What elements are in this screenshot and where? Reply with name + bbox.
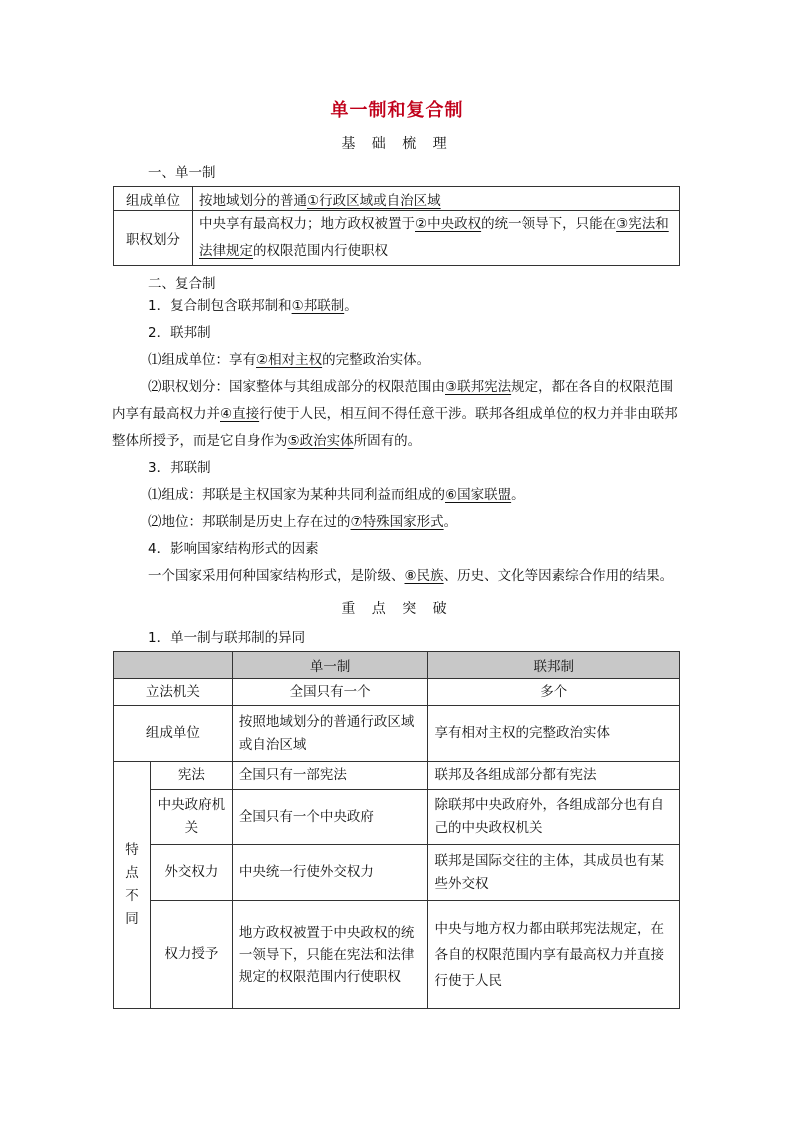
- header-empty-cell: [114, 652, 233, 679]
- unitary-row-value-units: [193, 187, 680, 211]
- answer-blank: ②中央政权: [415, 216, 482, 232]
- compound-content: [112, 293, 680, 590]
- text-span: 的权限范围内行使职权: [253, 243, 388, 259]
- unitary-row-value-powers: [193, 211, 680, 266]
- document-title: 单一制和复合制: [330, 100, 464, 121]
- paragraph: 2．联邦制: [148, 325, 211, 341]
- cell-unitary-legislature: 全国只有一个: [232, 679, 428, 706]
- cell-unitary-units: 按照地域划分的普通行政区域或自治区域: [232, 706, 428, 762]
- paragraph: [112, 509, 680, 536]
- text-span: 。: [511, 487, 525, 503]
- section-heading-basics: 基 础 梳 理: [341, 136, 453, 152]
- group-label-differences: [114, 762, 151, 1009]
- cell-federal-legislature: 多个: [428, 679, 680, 706]
- text-span: ⑵地位：邦联制是历史上存在过的: [148, 514, 351, 530]
- row-label-diplomacy: 外交权力: [150, 845, 232, 901]
- unitary-row-label-units: 组成单位: [114, 187, 193, 211]
- text-span: 所固有的。: [353, 433, 422, 449]
- unitary-table: [113, 186, 680, 266]
- answer-blank: ①行政区域或自治区域: [307, 192, 441, 209]
- comparison-table: [113, 651, 680, 1009]
- text-span: ⑴组成单位：享有: [148, 352, 256, 368]
- cell-federal-diplomacy: 联邦是国际交往的主体，其成员也有某些外交权: [428, 845, 680, 901]
- cell-federal-power-grant: 中央与地方权力都由联邦宪法规定，在各自的权限范围内享有最高权力并直接行使于人民: [428, 901, 680, 1009]
- text-span: ⑴组成：邦联是主权国家为某种共同利益而组成的: [148, 487, 445, 503]
- group-char: 特: [125, 842, 139, 858]
- paragraph: [112, 374, 680, 455]
- text-span: 1．复合制包含联邦制和: [148, 298, 292, 314]
- group-char: 不: [125, 888, 139, 904]
- cell-unitary-constitution: 全国只有一部宪法: [232, 762, 428, 790]
- row-label-power-grant: 权力授予: [150, 901, 232, 1009]
- cell-unitary-power-grant: 地方政权被置于中央政权的统一领导下，只能在宪法和法律规定的权限范围内行使职权: [232, 901, 428, 1009]
- paragraph: [112, 563, 680, 590]
- text-span: 一个国家采用何种国家结构形式，是阶级、: [148, 568, 405, 584]
- answer-blank: ④直接: [220, 406, 260, 422]
- heading-unitary: 一、单一制: [148, 165, 216, 181]
- cell-unitary-central-government: 全国只有一个中央政府: [232, 790, 428, 845]
- text-span: ⑵职权划分：国家整体与其组成部分的权限范围由: [148, 379, 445, 395]
- row-label-legislature: 立法机关: [114, 679, 233, 706]
- section-heading-key-points: 重 点 突 破: [341, 601, 453, 617]
- text-span: 行使于人民，相互间不得任意干涉。联邦各组成单位的权力并非由联邦整体所授予，而是它自身作为: [112, 406, 678, 449]
- text-span: 。: [443, 514, 458, 530]
- text-span: 按地域划分的普通: [199, 192, 307, 209]
- header-unitary: 单一制: [232, 652, 428, 679]
- group-char: 同: [125, 911, 139, 927]
- answer-blank: ②相对主权: [256, 352, 323, 368]
- sub-heading-comparison: 1．单一制与联邦制的异同: [148, 630, 306, 646]
- paragraph: 4．影响国家结构形式的因素: [148, 541, 319, 557]
- header-federal: 联邦制: [428, 652, 680, 679]
- text-span: 的统一领导下，只能在: [481, 216, 617, 232]
- answer-blank: ③宪法和法律规定: [199, 216, 669, 259]
- cell-federal-units: 享有相对主权的完整政治实体: [428, 706, 680, 762]
- cell-federal-central-government: 除联邦中央政府外，各组成部分也有自己的中央政权机关: [428, 790, 680, 845]
- paragraph: 3．邦联制: [148, 460, 211, 476]
- unitary-row-label-powers: 职权划分: [114, 211, 193, 266]
- answer-blank: ⑤政治实体: [287, 433, 354, 449]
- answer-blank: ①邦联制: [291, 298, 345, 314]
- answer-blank: ③联邦宪法: [445, 379, 512, 395]
- paragraph: [112, 293, 680, 320]
- group-char: 点: [125, 865, 139, 881]
- text-span: 。: [344, 298, 358, 314]
- answer-blank: ⑧民族: [404, 568, 444, 584]
- heading-compound: 二、复合制: [148, 276, 216, 292]
- text-span: 、历史、文化等因素综合作用的结果。: [443, 568, 674, 584]
- cell-federal-constitution: 联邦及各组成部分都有宪法: [428, 762, 680, 790]
- row-label-units: 组成单位: [114, 706, 233, 762]
- text-span: 中央享有最高权力；地方政权被置于: [199, 216, 415, 232]
- answer-blank: ⑦特殊国家形式: [350, 514, 444, 530]
- paragraph: [112, 482, 680, 509]
- answer-blank: ⑥国家联盟: [445, 487, 512, 503]
- cell-unitary-diplomacy: 中央统一行使外交权力: [232, 845, 428, 901]
- paragraph: [112, 347, 680, 374]
- row-label-central-government: 中央政府机关: [150, 790, 232, 845]
- text-span: 的完整政治实体。: [322, 352, 431, 368]
- row-label-constitution: 宪法: [150, 762, 232, 790]
- text-span: 规定，都在各自的权限范围内享有最高权力并: [112, 379, 674, 422]
